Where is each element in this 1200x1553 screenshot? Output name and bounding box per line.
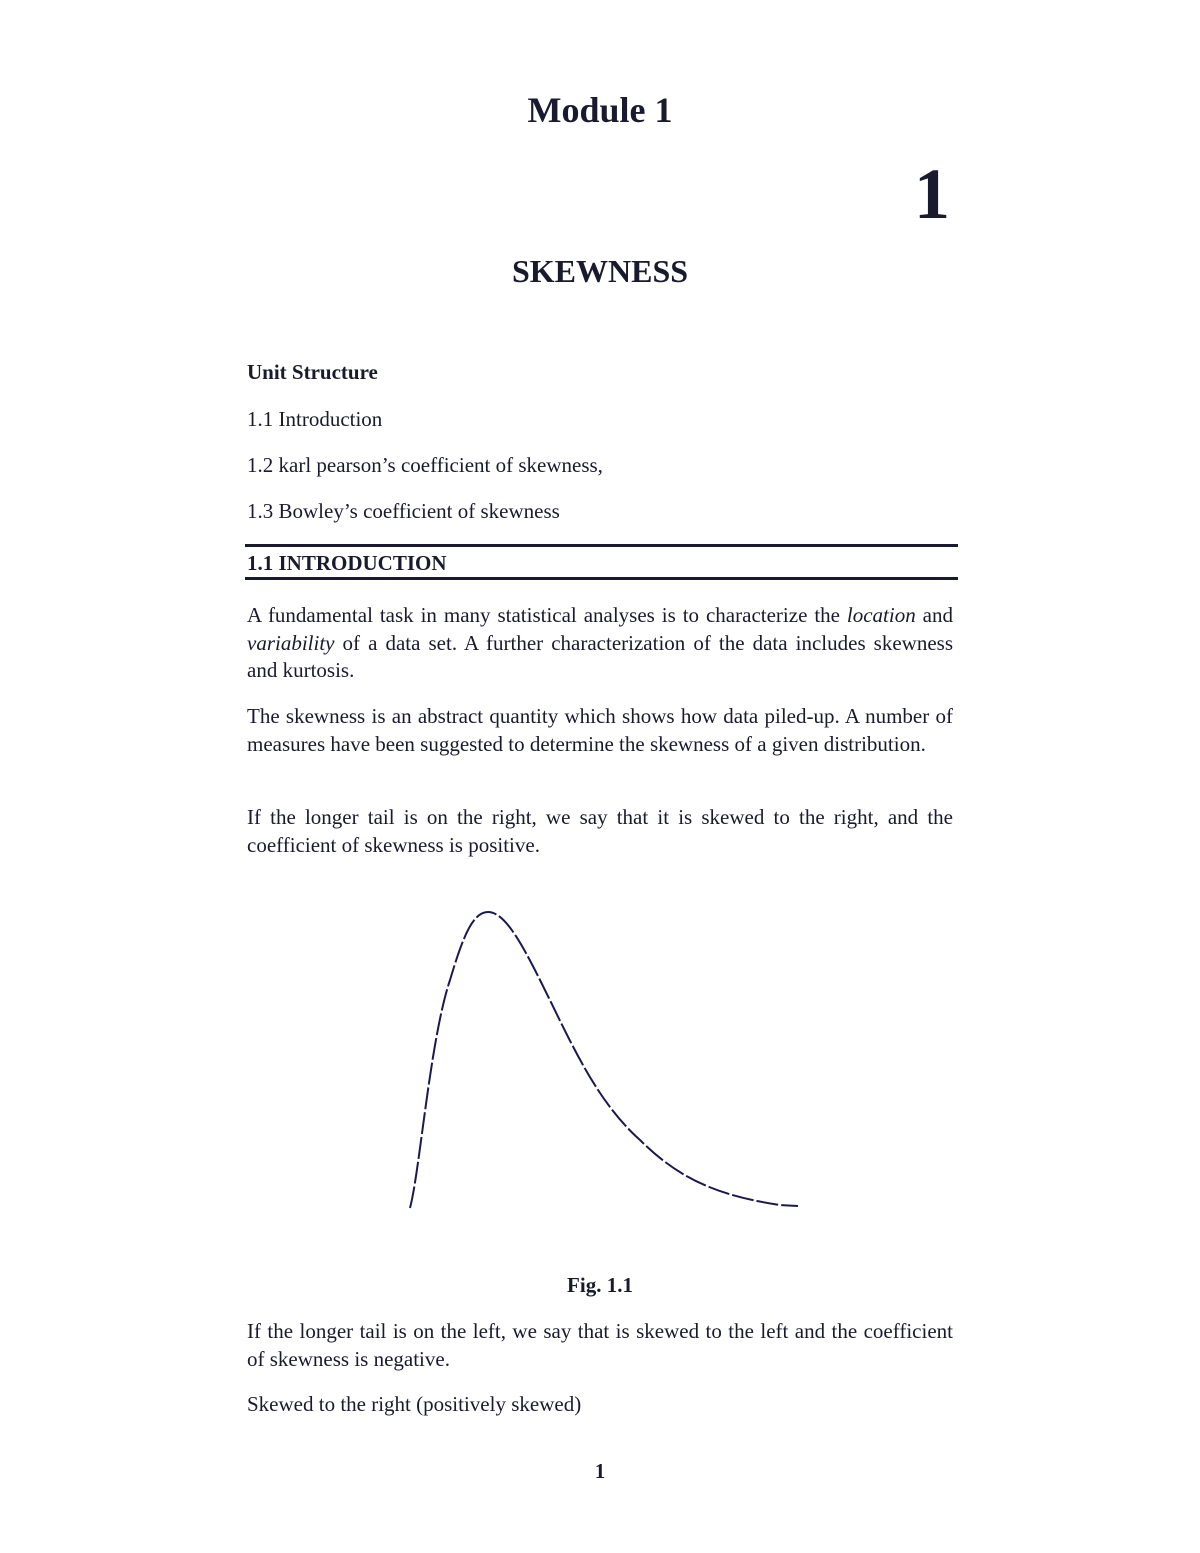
page-number: 1 [594,1459,606,1483]
paragraph-intro-part-c: of a data set. A further characterization of the data includes skewness and kurtosis. [247,630,953,682]
paragraph-intro-part-a: A fundamental task in many statistical analyses is to characterize the [247,603,847,627]
figure-caption: Fig. 1.1 [567,1273,633,1297]
toc-item-introduction: 1.1 Introduction [247,407,383,431]
chapter-number: 1 [914,154,950,234]
paragraph-right-tail: If the longer tail is on the right, we say that it is skewed to the right, and the coefficient of skewness is positive. [247,805,953,857]
toc-item-karl-pearson: 1.2 karl pearson’s coefficient of skewness, [247,453,603,477]
section-rule-top [245,544,958,547]
paragraph-skewness-definition: The skewness is an abstract quantity which shows how data piled-up. A number of measures have been suggested to determine the skewness of a given distribution. [247,704,953,756]
paragraph-left-tail: If the longer tail is on the left, we say that is skewed to the left and the coefficient of skewness is negative. [247,1319,953,1371]
skewed-curve-svg [400,900,810,1220]
toc-item-bowley: 1.3 Bowley’s coefficient of skewness [247,499,560,523]
section-heading: 1.1 INTRODUCTION [247,551,447,575]
italic-variability: variability [247,630,335,655]
module-title: Module 1 [527,90,673,130]
paragraph-intro-part-b: and [915,603,953,627]
chapter-title: SKEWNESS [511,253,689,289]
paragraph-positively-skewed: Skewed to the right (positively skewed) [247,1392,582,1416]
italic-location: location [846,603,916,627]
paragraph-intro [247,602,953,685]
unit-structure-heading: Unit Structure [247,360,378,384]
right-skewed-curve [410,912,798,1208]
skewed-curve-figure [400,900,810,1220]
section-rule-bottom [245,577,958,580]
